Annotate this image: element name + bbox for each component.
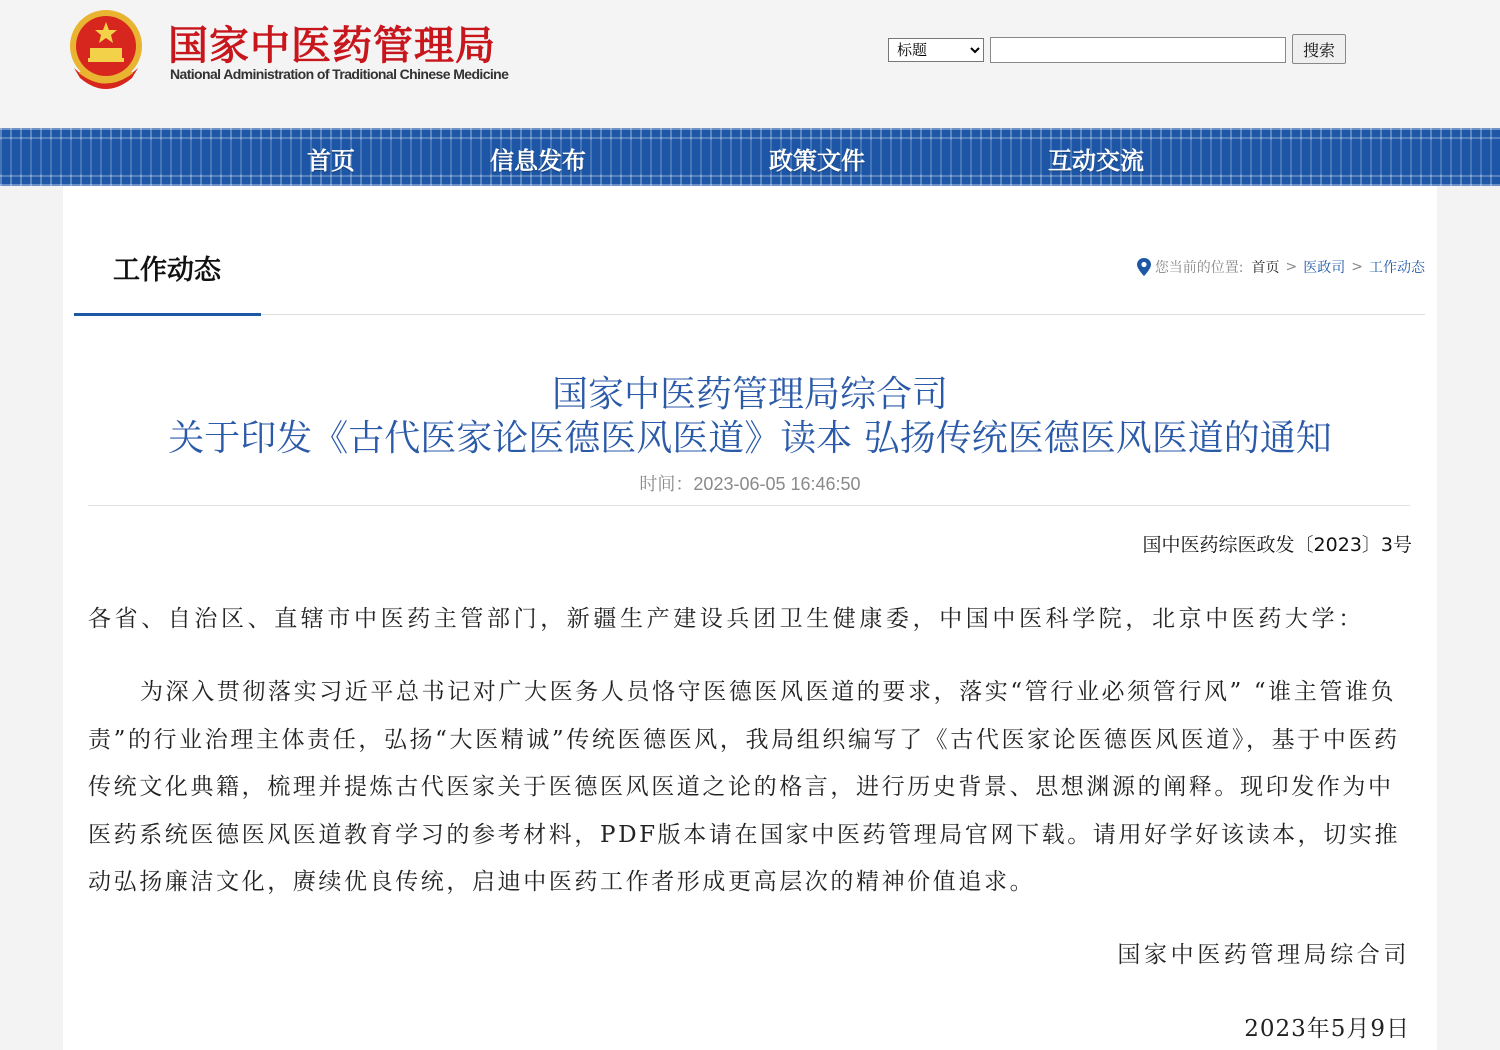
main-nav bbox=[0, 128, 1500, 186]
breadcrumb-separator: > bbox=[1285, 259, 1298, 275]
nav-band bbox=[0, 140, 1500, 174]
section-divider bbox=[74, 314, 1425, 315]
article-sign-date: 2023年5月9日 bbox=[1244, 1016, 1410, 1042]
article-publish-time: 时间：2023-06-05 16:46:50 bbox=[639, 474, 861, 494]
article-divider bbox=[88, 505, 1410, 506]
breadcrumb-dept-link[interactable]: 医政司 bbox=[1303, 260, 1346, 276]
location-pin-icon bbox=[1137, 258, 1151, 276]
breadcrumb-home-link[interactable]: 首页 bbox=[1251, 260, 1280, 276]
article-title-line2: 关于印发《古代医家论医德医风医道》读本 弘扬传统医德医风医道的通知 bbox=[168, 418, 1332, 459]
article-signer: 国家中医药管理局综合司 bbox=[1117, 942, 1410, 968]
search-input[interactable] bbox=[990, 37, 1286, 63]
breadcrumb-current-link[interactable]: 工作动态 bbox=[1369, 260, 1425, 276]
breadcrumb-separator: > bbox=[1351, 259, 1363, 275]
document-number: 国中医药综医政发〔2023〕3号 bbox=[1142, 534, 1412, 556]
search-scope-select[interactable] bbox=[888, 38, 984, 62]
nav-item-info-release[interactable]: 信息发布 bbox=[490, 147, 586, 175]
nav-item-home[interactable]: 首页 bbox=[307, 147, 355, 175]
national-emblem-icon bbox=[66, 8, 146, 92]
breadcrumb bbox=[1137, 257, 1425, 277]
nav-item-interaction[interactable]: 互动交流 bbox=[1048, 147, 1144, 175]
nav-item-policy-docs[interactable]: 政策文件 bbox=[769, 147, 865, 175]
breadcrumb-label: 您当前的位置: bbox=[1154, 260, 1244, 276]
article-salutation: 各省、自治区、直辖市中医药主管部门，新疆生产建设兵团卫生健康委，中国中医科学院，北京中医药大学： bbox=[88, 606, 1365, 632]
section-title: 工作动态 bbox=[113, 255, 221, 286]
site-header bbox=[0, 0, 1500, 128]
section-title-underline bbox=[74, 313, 261, 316]
site-logo-cn[interactable]: 国家中医药管理局 bbox=[168, 23, 496, 69]
search-button[interactable]: 搜索 bbox=[1292, 34, 1346, 64]
article-body-paragraph: 为深入贯彻落实习近平总书记对广大医务人员恪守医德医风医道的要求，落实“管行业必须管行风” “谁主管谁负责”的行业治理主体责任，弘扬“大医精诚”传统医德医风，我局组织编写了《古代医家论医德医风医道》，基于中医药传统文化典籍，梳理并提炼古代医家关于医德医风医道之论的格言，进行历史背景、思想渊源的阐释。现印发作为中医药系统医德医风医道教育学习的参考材料，PDF版本请在国家中医药管理局官网下载。请用好学好该读本，切实推动弘扬廉洁文化，赓续优良传统，启迪中医药工作者形成更高层次的精神价值追求。 bbox=[88, 679, 1401, 895]
site-logo-en: National Administration of Traditional Chinese Medicine bbox=[170, 66, 509, 82]
article-title-line1: 国家中医药管理局综合司 bbox=[551, 374, 948, 415]
